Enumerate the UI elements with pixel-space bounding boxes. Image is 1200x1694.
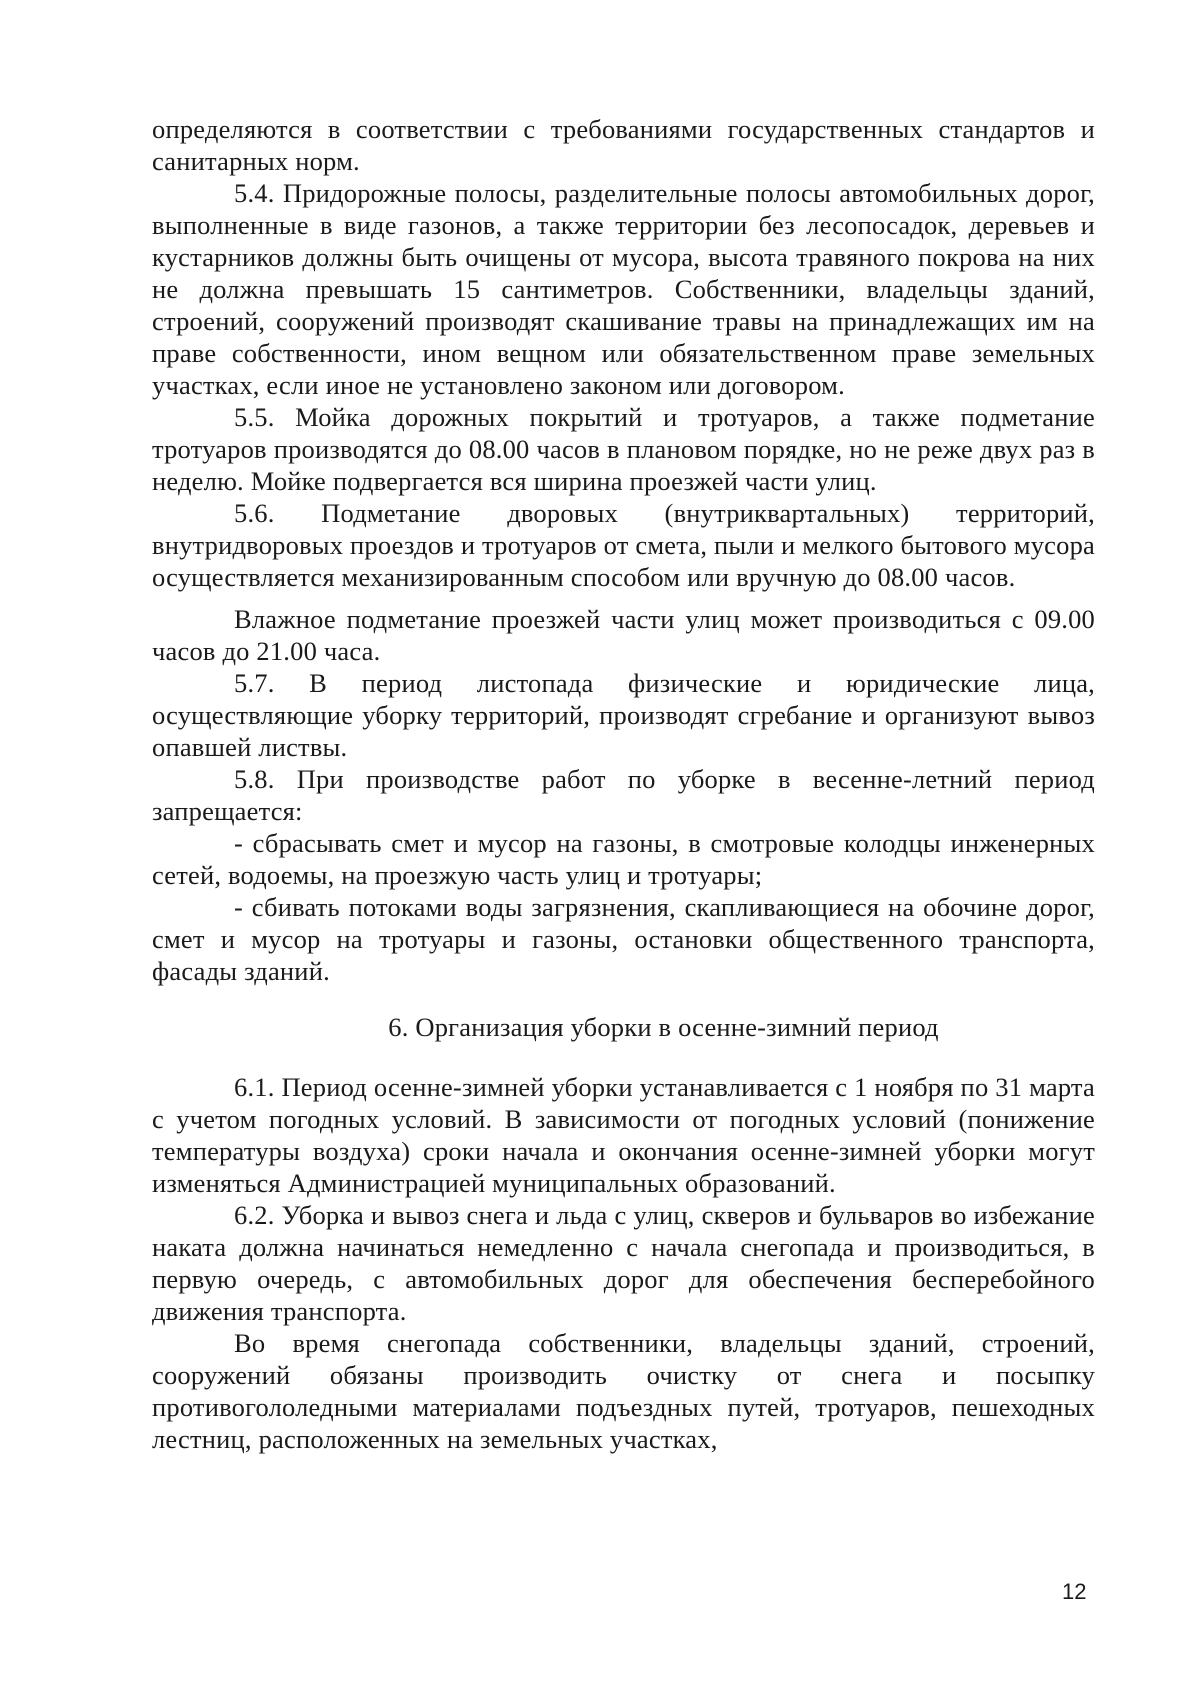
list-item-washing: - сбивать потоками воды загрязнения, скапливающиеся на обочине дорог, смет и мусор на тротуары и газоны, остановки общественного транспорта, фасады зданий. <box>152 892 1095 986</box>
paragraph-6-2: 6.2. Уборка и вывоз снега и льда с улиц, скверов и бульваров во избежание наката должна начинаться немедленно с начала снегопада и производиться, в первую очередь, с автомобильных дорог для обеспечения бесперебойного движения транспорта. <box>152 1200 1095 1326</box>
paragraph-5-7: 5.7. В период листопада физические и юридические лица, осуществляющие уборку территорий, производят сгребание и организуют вывоз опавшей листвы. <box>152 668 1095 762</box>
paragraph-5-4: 5.4. Придорожные полосы, разделительные полосы автомобильных дорог, выполненные в виде газонов, а также территории без лесопосадок, деревьев и кустарников должны быть очищены от мусора, высота травяного покрова на них не должна превышать 15 сантиметров. Собственники, владельцы зданий, строений, сооружений производят скашивание травы на принадлежащих им на праве собственности, ином вещном или обязательственном праве земельных участках, если иное не установлено законом или договором. <box>152 178 1095 400</box>
paragraph-snowfall: Во время снегопада собственники, владельцы зданий, строений, сооружений обязаны производить очистку от снега и посыпку противогололедными материалами подъездных путей, тротуаров, пешеходных лестниц, расположенных на земельных участках, <box>152 1328 1095 1454</box>
paragraph-5-6: 5.6. Подметание дворовых (внутриквартальных) территорий, внутридворовых проездов и тротуаров от смета, пыли и мелкого бытового мусора осуществляется механизированным способом или вручную до 08.00 часов. <box>152 498 1095 592</box>
paragraph-5-5: 5.5. Мойка дорожных покрытий и тротуаров, а также подметание тротуаров производятся до 08.00 часов в плановом порядке, но не реже двух раз в неделю. Мойке подвергается вся ширина проезжей части улиц. <box>152 402 1095 496</box>
list-item-dumping: - сбрасывать смет и мусор на газоны, в смотровые колодцы инженерных сетей, водоемы, на проезжую часть улиц и тротуары; <box>152 828 1095 890</box>
section-heading: 6. Организация уборки в осенне-зимний период <box>388 1012 939 1042</box>
page-number: 12 <box>1062 1579 1087 1604</box>
paragraph-6-1: 6.1. Период осенне-зимней уборки устанавливается с 1 ноября по 31 марта с учетом погодных условий. В зависимости от погодных условий (понижение температуры воздуха) сроки начала и окончания осенне-зимней уборки могут изменяться Администрацией муниципальных образований. <box>152 1072 1095 1198</box>
paragraph-standards-continuation: определяются в соответствии с требованиями государственных стандартов и санитарных норм. <box>152 114 1095 176</box>
paragraph-wet-sweeping: Влажное подметание проезжей части улиц может производиться с 09.00 часов до 21.00 часа. <box>152 604 1095 666</box>
document-page <box>152 113 1095 1455</box>
paragraph-5-8: 5.8. При производстве работ по уборке в весенне-летний период запрещается: <box>152 764 1095 826</box>
